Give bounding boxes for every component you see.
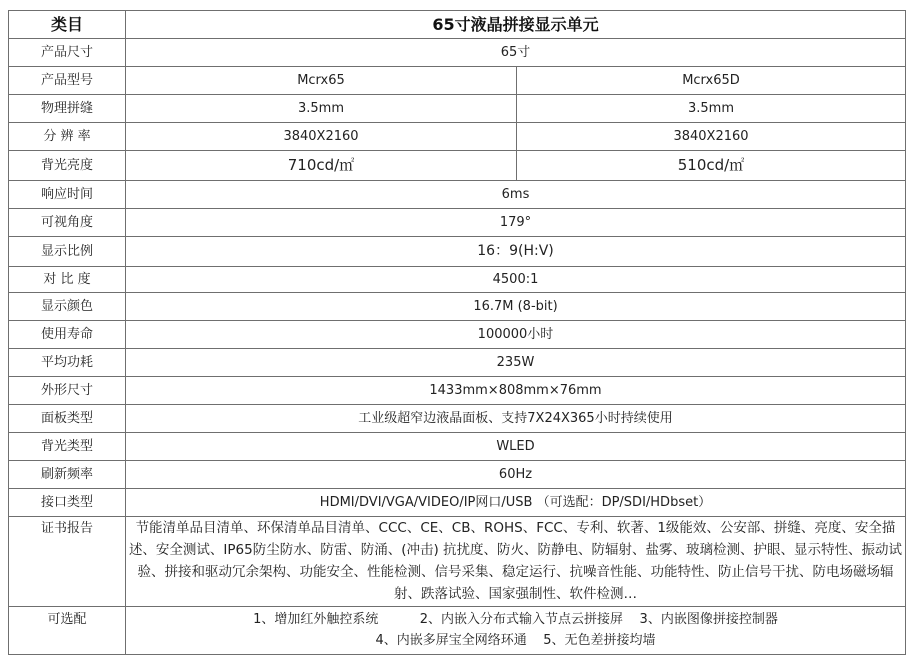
row-value-left: 710cd/㎡ [126, 151, 517, 181]
row-value-left: Mcrx65 [126, 67, 517, 95]
row-value-right: 3840X2160 [517, 123, 906, 151]
row-label: 背光类型 [9, 433, 126, 461]
row-value-right: 510cd/㎡ [517, 151, 906, 181]
row-bezel [9, 95, 906, 123]
row-lifespan [9, 321, 906, 349]
row-power [9, 349, 906, 377]
row-value: 235W [126, 349, 906, 377]
options-line-2: 4、内嵌多屏宝全网络环通 5、无色差拼接均墙 [375, 633, 656, 648]
row-label: 物理拼缝 [9, 95, 126, 123]
row-aspect-ratio [9, 237, 906, 267]
row-label: 对 比 度 [9, 267, 126, 293]
row-value: WLED [126, 433, 906, 461]
row-label: 证书报告 [9, 517, 126, 607]
row-label: 使用寿命 [9, 321, 126, 349]
row-label: 背光亮度 [9, 151, 126, 181]
options-line-1: 1、增加红外触控系统 2、内嵌入分布式输入节点云拼接屏 3、内嵌图像拼接控制器 [253, 612, 778, 627]
row-label: 外形尺寸 [9, 377, 126, 405]
row-panel-type [9, 405, 906, 433]
row-dimensions [9, 377, 906, 405]
row-value: 工业级超窄边液晶面板、支持7X24X365小时持续使用 [126, 405, 906, 433]
row-label: 可选配 [9, 607, 126, 655]
row-certificates [9, 517, 906, 607]
row-backlight-type [9, 433, 906, 461]
row-label: 响应时间 [9, 181, 126, 209]
row-value: 179° [126, 209, 906, 237]
row-colors [9, 293, 906, 321]
row-value: 60Hz [126, 461, 906, 489]
row-label: 分 辨 率 [9, 123, 126, 151]
table-header-row [9, 11, 906, 39]
row-value: 65寸 [126, 39, 906, 67]
row-model [9, 67, 906, 95]
row-resolution [9, 123, 906, 151]
row-value: 16.7M (8-bit) [126, 293, 906, 321]
row-label: 显示颜色 [9, 293, 126, 321]
row-label: 可视角度 [9, 209, 126, 237]
row-label: 产品型号 [9, 67, 126, 95]
row-value-left: 3.5mm [126, 95, 517, 123]
row-value-right: 3.5mm [517, 95, 906, 123]
row-value: 1433mm×808mm×76mm [126, 377, 906, 405]
row-label: 产品尺寸 [9, 39, 126, 67]
row-label: 显示比例 [9, 237, 126, 267]
row-value: 6ms [126, 181, 906, 209]
row-value: 4500:1 [126, 267, 906, 293]
row-options [9, 607, 906, 655]
row-value: HDMI/DVI/VGA/VIDEO/IP网口/USB （可选配：DP/SDI/HDbset） [126, 489, 906, 517]
row-value: 16：9(H:V) [126, 237, 906, 267]
row-label: 刷新频率 [9, 461, 126, 489]
row-label: 面板类型 [9, 405, 126, 433]
row-value-left: 3840X2160 [126, 123, 517, 151]
header-category: 类目 [9, 11, 126, 39]
spec-table [8, 10, 906, 655]
row-contrast [9, 267, 906, 293]
row-viewing-angle [9, 209, 906, 237]
row-response-time [9, 181, 906, 209]
row-size [9, 39, 906, 67]
certificates-list: 节能清单品目清单、环保清单品目清单、CCC、CE、CB、ROHS、FCC、专利、软著、1级能效、公安部、拼缝、亮度、安全描述、安全测试、IP65防尘防水、防雷、防涌、(冲击) 抗扰度、防火、防静电、防辐射、盐雾、玻璃检测、护眼、显示特性、振动试验、拼接和驱动冗余架构、功能安全、性能检测、信号采集、稳定运行、抗噪音性能、功能特性、防止信号干扰、防电场磁场辐射、跌落试验、国家强制性、软件检测… [126, 517, 906, 607]
row-label: 平均功耗 [9, 349, 126, 377]
row-label: 接口类型 [9, 489, 126, 517]
header-product-title: 65寸液晶拼接显示单元 [126, 11, 906, 39]
row-interfaces [9, 489, 906, 517]
row-value-right: Mcrx65D [517, 67, 906, 95]
row-refresh-rate [9, 461, 906, 489]
row-value: 100000小时 [126, 321, 906, 349]
options-cell [126, 607, 906, 655]
row-brightness [9, 151, 906, 181]
